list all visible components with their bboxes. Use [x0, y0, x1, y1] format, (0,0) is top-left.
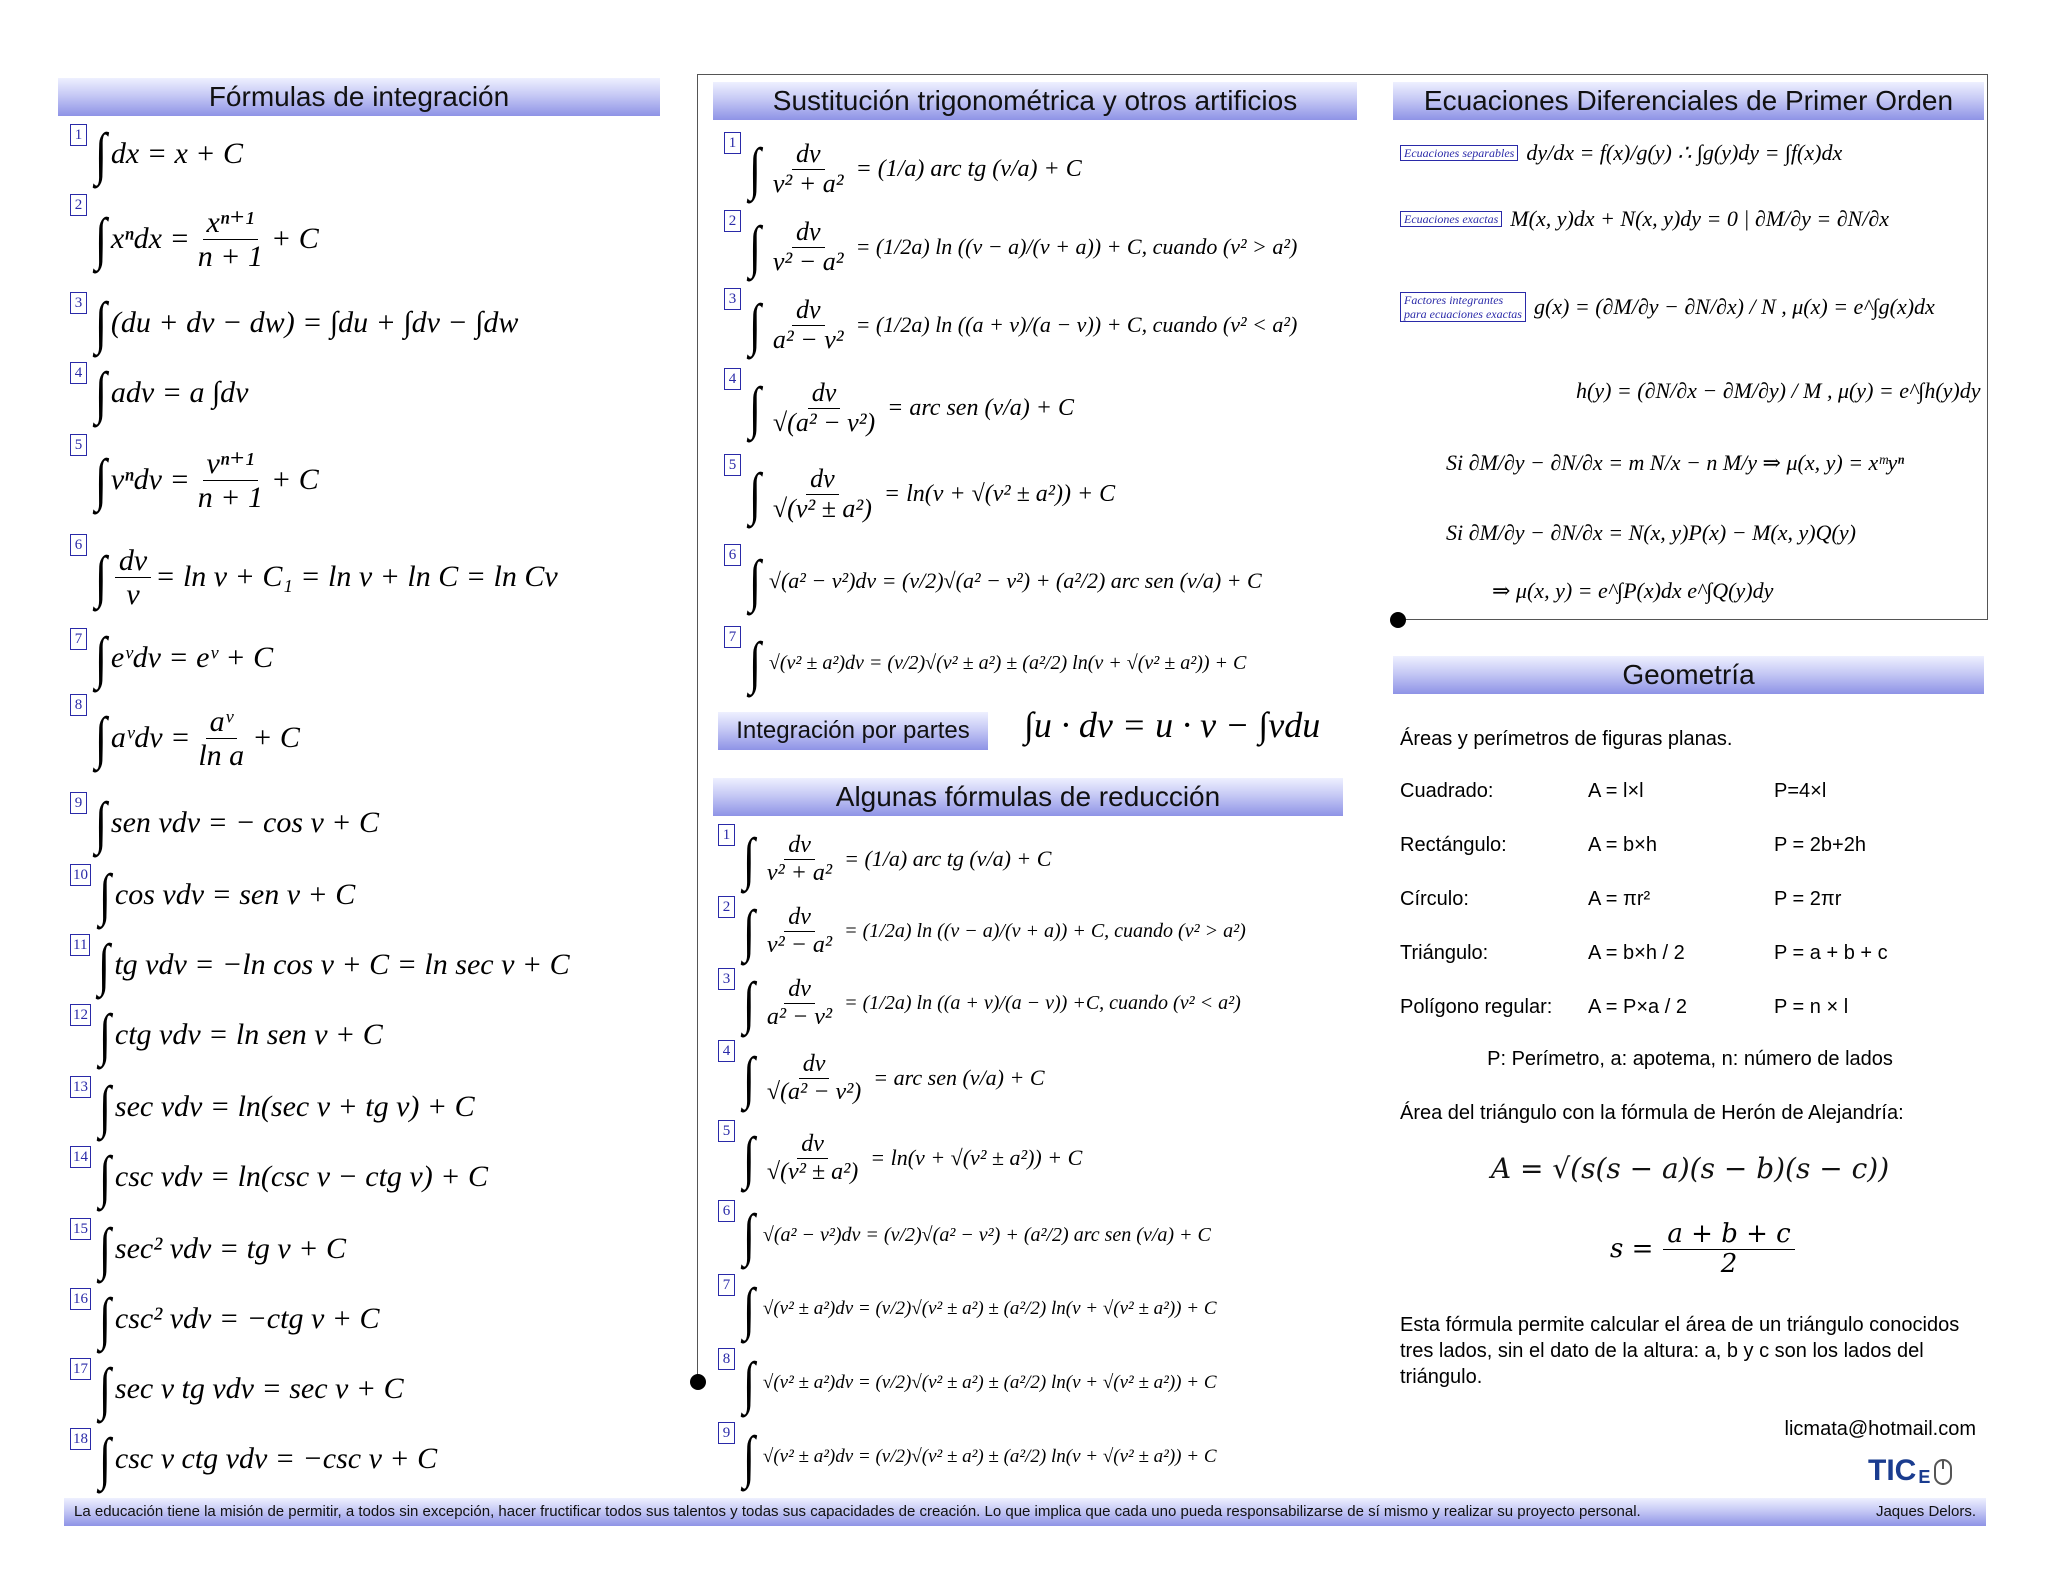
formula-number: 5	[70, 434, 87, 456]
geometry-row	[1400, 888, 1841, 911]
numerator: dv	[799, 1051, 830, 1078]
formula-tail: = ln v + C₁ = ln v + ln C = ln Cv	[155, 560, 558, 593]
factors-row	[1400, 292, 1935, 322]
numerator: xⁿ⁺¹	[203, 206, 259, 240]
integral-sign: ∫	[94, 121, 107, 186]
footer-author: Jaques Delors.	[1875, 1503, 1976, 1520]
denominator: √(v² ± a²)	[766, 1158, 859, 1185]
shape-area: A = b×h / 2	[1588, 942, 1685, 964]
integration-formula	[70, 1076, 680, 1138]
denominator: v² + a²	[772, 168, 844, 198]
formula-number: 14	[70, 1146, 91, 1168]
formula-lhs: aᵛdv =	[110, 721, 191, 754]
formula-text: adv = a ∫dv	[110, 376, 249, 409]
mouse-icon	[1932, 1456, 1954, 1486]
trig-formula	[724, 368, 1364, 448]
geometry-row	[1400, 996, 1848, 1019]
integration-formula	[70, 1428, 680, 1490]
parts-header: Integración por partes	[718, 712, 988, 750]
denominator: a² − v²	[766, 1003, 833, 1030]
formula-number: 15	[70, 1218, 91, 1240]
shape-name: Polígono regular:	[1400, 996, 1553, 1018]
integral-sign: ∫	[742, 1424, 755, 1489]
formula-text: csc v ctg vdv = −csc v + C	[114, 1442, 438, 1475]
separable-tag: Ecuaciones separables	[1400, 145, 1518, 161]
implies-equation: ⇒ μ(x, y) = e^∫P(x)dx e^∫Q(y)dy	[1492, 578, 1774, 603]
formula-text: csc² vdv = −ctg v + C	[114, 1302, 380, 1335]
formula-tail: = (1/2a) ln ((v − a)/(v + a)) + C, cuando (v² > a²)	[844, 919, 1246, 942]
denominator: n + 1	[197, 239, 263, 273]
integral-sign: ∫	[742, 826, 755, 891]
shape-name: Cuadrado:	[1400, 780, 1494, 802]
diffeq-panel	[1400, 132, 1984, 612]
formula-tail: = arc sen (v/a) + C	[873, 1065, 1045, 1090]
integration-formula	[70, 534, 680, 620]
integration-formula	[70, 934, 680, 996]
integration-formula	[70, 292, 680, 354]
formula-text: cos vdv = sen v + C	[114, 878, 356, 911]
formula-tail: = arc sen (v/a) + C	[887, 394, 1074, 421]
integration-header: Fórmulas de integración	[58, 78, 660, 116]
shape-perimeter: P = n × l	[1774, 996, 1849, 1018]
geometry-row	[1400, 834, 1866, 857]
integral-sign: ∫	[98, 862, 111, 927]
formula-tail: + C	[270, 222, 319, 255]
formula-tail: = ln(v + √(v² ± a²)) + C	[870, 1145, 1083, 1170]
factors-tag	[1400, 292, 1526, 322]
shape-name: Círculo:	[1400, 888, 1469, 910]
integral-sign: ∫	[98, 932, 111, 997]
formula-number: 2	[718, 896, 735, 918]
denominator: 2	[1720, 1248, 1738, 1279]
formula-tail: √(v² ± a²)dv = (v/2)√(v² ± a²) ± (a²/2) ln(v + √(v² ± a²)) + C	[762, 1298, 1217, 1319]
exact-tag: Ecuaciones exactas	[1400, 211, 1502, 227]
shape-perimeter: P = 2πr	[1774, 888, 1842, 910]
formula-tail: √(a² − v²)dv = (v/2)√(a² − v²) + (a²/2) arc sen (v/a) + C	[768, 568, 1262, 593]
reduction-list	[718, 824, 1364, 1494]
reduction-formula	[718, 1200, 1364, 1270]
formula-text: dx = x + C	[110, 137, 244, 170]
integral-sign: ∫	[742, 1350, 755, 1415]
semiperimeter-formula	[1610, 1220, 1799, 1278]
heron-note: Esta fórmula permite calcular el área de un triángulo conocidos tres lados, sin el dato de la altura: a, b y c son los lados del triángulo.	[1400, 1314, 1960, 1388]
numerator: dv	[784, 976, 815, 1003]
formula-text: eᵛdv = eᵛ + C	[110, 641, 274, 674]
formula-fraction	[763, 1051, 865, 1105]
logo-text: TIC	[1868, 1454, 1917, 1487]
frame-dot-right	[1390, 612, 1406, 628]
reduction-formula	[718, 1274, 1364, 1344]
shape-perimeter: P = 2b+2h	[1774, 834, 1866, 856]
integration-formula	[70, 694, 680, 782]
trig-formula	[724, 544, 1364, 618]
trig-sub-header: Sustitución trigonométrica y otros artificios	[713, 82, 1357, 120]
formula-number: 1	[724, 132, 741, 154]
trig-formula	[724, 210, 1364, 284]
tice-logo	[1868, 1456, 1954, 1486]
integration-formula	[70, 1358, 680, 1420]
integral-sign: ∫	[748, 548, 761, 613]
formula-number: 7	[70, 628, 87, 650]
si1-equation: Si ∂M/∂y − ∂N/∂x = m N/x − n M/y ⇒ μ(x, y) = xᵐyⁿ	[1446, 450, 1905, 475]
formula-number: 13	[70, 1076, 91, 1098]
formula-number: 2	[70, 194, 87, 216]
integral-sign: ∫	[742, 898, 755, 963]
formula-tail: √(a² − v²)dv = (v/2)√(a² − v²) + (a²/2) arc sen (v/a) + C	[762, 1223, 1211, 1246]
numerator: dv	[808, 379, 841, 409]
integral-sign: ∫	[748, 375, 761, 440]
author-email: licmata@hotmail.com	[1784, 1418, 1976, 1440]
integral-sign: ∫	[742, 1045, 755, 1110]
parts-formula: ∫u · dv = u · v − ∫vdu	[1024, 705, 1321, 745]
integral-sign: ∫	[742, 970, 755, 1035]
formula-tail: √(v² ± a²)dv = (v/2)√(v² ± a²) ± (a²/2) ln(v + √(v² ± a²)) + C	[762, 1372, 1217, 1393]
frame-right	[1987, 74, 1988, 620]
factors-tag-line2: para ecuaciones exactas	[1404, 307, 1522, 321]
semiperimeter-lhs: s =	[1610, 1234, 1654, 1265]
formula-number: 4	[70, 362, 87, 384]
formula-number: 7	[724, 626, 741, 648]
formula-fraction	[763, 976, 836, 1030]
trig-formula	[724, 288, 1364, 362]
integral-sign: ∫	[94, 625, 107, 690]
trig-formula	[724, 454, 1364, 534]
integral-sign: ∫	[98, 1002, 111, 1067]
integration-formula	[70, 121, 680, 186]
integration-formula	[70, 1004, 680, 1066]
formula-fraction	[194, 705, 248, 772]
integral-sign: ∫	[742, 1125, 755, 1190]
trig-formula	[724, 626, 1364, 700]
reduction-formula	[718, 824, 1364, 894]
gx-equation: g(x) = (∂M/∂y − ∂N/∂x) / N , μ(x) = e^∫g(x)dx	[1533, 294, 1935, 319]
numerator: dv	[784, 904, 815, 931]
formula-tail: = (1/2a) ln ((a + v)/(a − v)) +C, cuando (v² < a²)	[844, 991, 1241, 1014]
reduction-header: Algunas fórmulas de reducción	[713, 778, 1343, 816]
denominator: a² − v²	[772, 324, 844, 354]
formula-number: 1	[70, 124, 87, 146]
formula-number: 6	[718, 1200, 735, 1222]
formula-text: sen vdv = − cos v + C	[110, 806, 380, 839]
formula-tail: + C	[270, 463, 319, 496]
integral-sign: ∫	[94, 705, 107, 770]
footer-bar	[64, 1498, 1986, 1526]
integral-sign: ∫	[94, 447, 107, 512]
numerator: a + b + c	[1663, 1220, 1794, 1250]
separable-row	[1400, 140, 1842, 166]
factors-tag-line1: Factores integrantes	[1404, 293, 1504, 307]
denominator: v	[126, 577, 140, 611]
geometry-row	[1400, 942, 1888, 965]
frame-top	[697, 74, 1988, 75]
numerator: dv	[792, 140, 825, 170]
formula-tail: = (1/a) arc tg (v/a) + C	[855, 155, 1082, 182]
numerator: vⁿ⁺¹	[203, 447, 259, 481]
formula-fraction	[769, 218, 848, 276]
integral-sign: ∫	[98, 1286, 111, 1351]
formula-tail: + C	[252, 721, 300, 754]
integration-formula	[70, 864, 680, 926]
formula-number: 4	[718, 1040, 735, 1062]
shape-name: Rectángulo:	[1400, 834, 1507, 856]
reduction-formula	[718, 1120, 1364, 1196]
formula-text: sec vdv = ln(sec v + tg v) + C	[114, 1090, 475, 1123]
shape-perimeter: P=4×l	[1774, 780, 1827, 802]
formula-number: 5	[718, 1120, 735, 1142]
integral-sign: ∫	[742, 1276, 755, 1341]
formula-number: 17	[70, 1358, 91, 1380]
formula-number: 10	[70, 864, 91, 886]
formula-number: 18	[70, 1428, 91, 1450]
integral-sign: ∫	[98, 1074, 111, 1139]
formula-tail: = (1/2a) ln ((v − a)/(v + a)) + C, cuando (v² > a²)	[855, 234, 1298, 259]
denominator: v² − a²	[766, 931, 833, 958]
formula-tail: = (1/2a) ln ((a + v)/(a − v)) + C, cuando (v² < a²)	[855, 312, 1298, 337]
separable-equation: dy/dx = f(x)/g(y) ∴ ∫g(y)dy = ∫f(x)dx	[1526, 140, 1843, 165]
denominator: n + 1	[197, 480, 263, 514]
diffeq-header: Ecuaciones Diferenciales de Primer Orden	[1393, 82, 1984, 120]
shape-perimeter: P = a + b + c	[1774, 942, 1888, 964]
formula-number: 7	[718, 1274, 735, 1296]
shape-area: A = πr²	[1588, 888, 1651, 910]
formula-text: (du + dv − dw) = ∫du + ∫dv − ∫dw	[110, 306, 519, 339]
formula-text: csc vdv = ln(csc v − ctg v) + C	[114, 1160, 488, 1193]
exact-row	[1400, 206, 1889, 232]
numerator: dv	[806, 465, 839, 495]
formula-fraction	[194, 447, 267, 514]
formula-tail: √(v² ± a²)dv = (v/2)√(v² ± a²) ± (a²/2) ln(v + √(v² ± a²)) + C	[762, 1446, 1217, 1467]
denominator: √(v² ± a²)	[772, 493, 872, 523]
integration-formula	[70, 194, 680, 284]
formula-fraction	[763, 832, 836, 886]
shape-area: A = l×l	[1588, 780, 1644, 802]
formula-fraction	[769, 296, 848, 354]
geometry-row	[1400, 780, 1826, 803]
shape-area: A = b×h	[1588, 834, 1657, 856]
formula-number: 12	[70, 1004, 91, 1026]
geometry-intro: Áreas y perímetros de figuras planas.	[1400, 728, 1733, 750]
formula-number: 8	[718, 1348, 735, 1370]
integration-formula	[70, 1288, 680, 1350]
reduction-formula	[718, 1348, 1364, 1418]
formula-lhs: vⁿdv =	[110, 463, 190, 496]
integral-sign: ∫	[98, 1216, 111, 1281]
formula-fraction	[769, 140, 848, 198]
numerator: dv	[784, 832, 815, 859]
frame-dot-left	[690, 1374, 706, 1390]
trig-formula	[724, 132, 1364, 206]
integration-formula	[70, 362, 680, 424]
formula-number: 9	[70, 792, 87, 814]
integration-formula	[70, 1218, 680, 1280]
formula-number: 3	[718, 968, 735, 990]
integral-sign: ∫	[98, 1144, 111, 1209]
numerator: aᵛ	[206, 705, 237, 739]
formula-number: 9	[718, 1422, 735, 1444]
reduction-formula	[718, 968, 1364, 1038]
denominator: ln a	[198, 738, 245, 772]
integration-formula	[70, 792, 680, 854]
formula-fraction	[115, 544, 151, 611]
numerator: dv	[115, 544, 151, 578]
formula-number: 4	[724, 368, 741, 390]
integral-sign: ∫	[94, 290, 107, 355]
trig-sub-list	[724, 132, 1364, 702]
geometry-legend: P: Perímetro, a: apotema, n: número de lados	[1487, 1048, 1893, 1070]
integral-sign: ∫	[98, 1426, 111, 1491]
formula-tail: = ln(v + √(v² ± a²)) + C	[883, 480, 1116, 507]
integral-sign: ∫	[748, 214, 761, 279]
formula-fraction	[194, 206, 267, 273]
denominator: v² − a²	[772, 246, 844, 276]
formula-fraction	[769, 465, 876, 523]
integration-formula	[70, 1146, 680, 1208]
integration-formula	[70, 434, 680, 526]
formula-lhs: xⁿdx =	[110, 222, 190, 255]
formula-tail: = (1/a) arc tg (v/a) + C	[844, 846, 1052, 871]
integral-sign: ∫	[748, 461, 761, 526]
denominator: √(a² − v²)	[766, 1078, 862, 1105]
formula-text: sec v tg vdv = sec v + C	[114, 1372, 404, 1405]
formula-number: 3	[70, 292, 87, 314]
heron-formula: A = √(s(s − a)(s − b)(s − c))	[1490, 1152, 1890, 1185]
heron-intro: Área del triángulo con la fórmula de Herón de Alejandría:	[1400, 1102, 1904, 1124]
integral-sign: ∫	[748, 292, 761, 357]
formula-text: ctg vdv = ln sen v + C	[114, 1018, 383, 1051]
denominator: √(a² − v²)	[772, 407, 876, 437]
integral-sign: ∫	[98, 1356, 111, 1421]
integral-sign: ∫	[94, 206, 107, 271]
formula-fraction	[763, 1131, 862, 1185]
formula-number: 1	[718, 824, 735, 846]
integral-sign: ∫	[94, 360, 107, 425]
formula-tail: √(v² ± a²)dv = (v/2)√(v² ± a²) ± (a²/2) ln(v + √(v² ± a²)) + C	[768, 651, 1247, 674]
si2-equation: Si ∂M/∂y − ∂N/∂x = N(x, y)P(x) − M(x, y)Q(y)	[1446, 520, 1856, 545]
numerator: dv	[792, 296, 825, 326]
formula-text: tg vdv = −ln cos v + C = ln sec v + C	[114, 948, 570, 981]
reduction-formula	[718, 896, 1364, 966]
integral-sign: ∫	[742, 1202, 755, 1267]
integral-sign: ∫	[748, 136, 761, 201]
denominator: v² + a²	[766, 859, 833, 886]
numerator: dv	[797, 1131, 828, 1158]
formula-number: 6	[70, 534, 87, 556]
integral-sign: ∫	[748, 630, 761, 695]
integration-list	[70, 121, 680, 1494]
formula-text: sec² vdv = tg v + C	[114, 1232, 346, 1265]
exact-equation: M(x, y)dx + N(x, y)dy = 0 | ∂M/∂y = ∂N/∂x	[1510, 206, 1890, 231]
reduction-formula	[718, 1422, 1364, 1492]
formula-fraction	[769, 379, 879, 437]
formula-fraction	[763, 904, 836, 958]
formula-number: 5	[724, 454, 741, 476]
geometry-header: Geometría	[1393, 656, 1984, 694]
footer-quote: La educación tiene la misión de permitir, a todos sin excepción, hacer fructificar todos sus talentos y todas sus capacidades de creación. Lo que implica que cada uno pueda responsabilizarse de sí mismo y realizar su proyecto personal.	[74, 1503, 1641, 1520]
shape-name: Triángulo:	[1400, 942, 1489, 964]
hy-equation: h(y) = (∂N/∂x − ∂M/∂y) / M , μ(y) = e^∫h(y)dy	[1576, 378, 1981, 403]
formula-number: 2	[724, 210, 741, 232]
integral-sign: ∫	[94, 544, 107, 609]
shape-area: A = P×a / 2	[1588, 996, 1687, 1018]
formula-number: 6	[724, 544, 741, 566]
reduction-formula	[718, 1040, 1364, 1116]
integration-formula	[70, 625, 680, 690]
formula-number: 8	[70, 694, 87, 716]
formula-number: 11	[70, 934, 90, 956]
formula-number: 3	[724, 288, 741, 310]
formula-number: 16	[70, 1288, 91, 1310]
integral-sign: ∫	[94, 790, 107, 855]
numerator: dv	[792, 218, 825, 248]
logo-subscript: E	[1918, 1467, 1931, 1487]
semiperimeter-fraction	[1663, 1220, 1794, 1278]
frame-left	[697, 74, 698, 1381]
diffeq-frame-bottom	[1398, 619, 1988, 620]
